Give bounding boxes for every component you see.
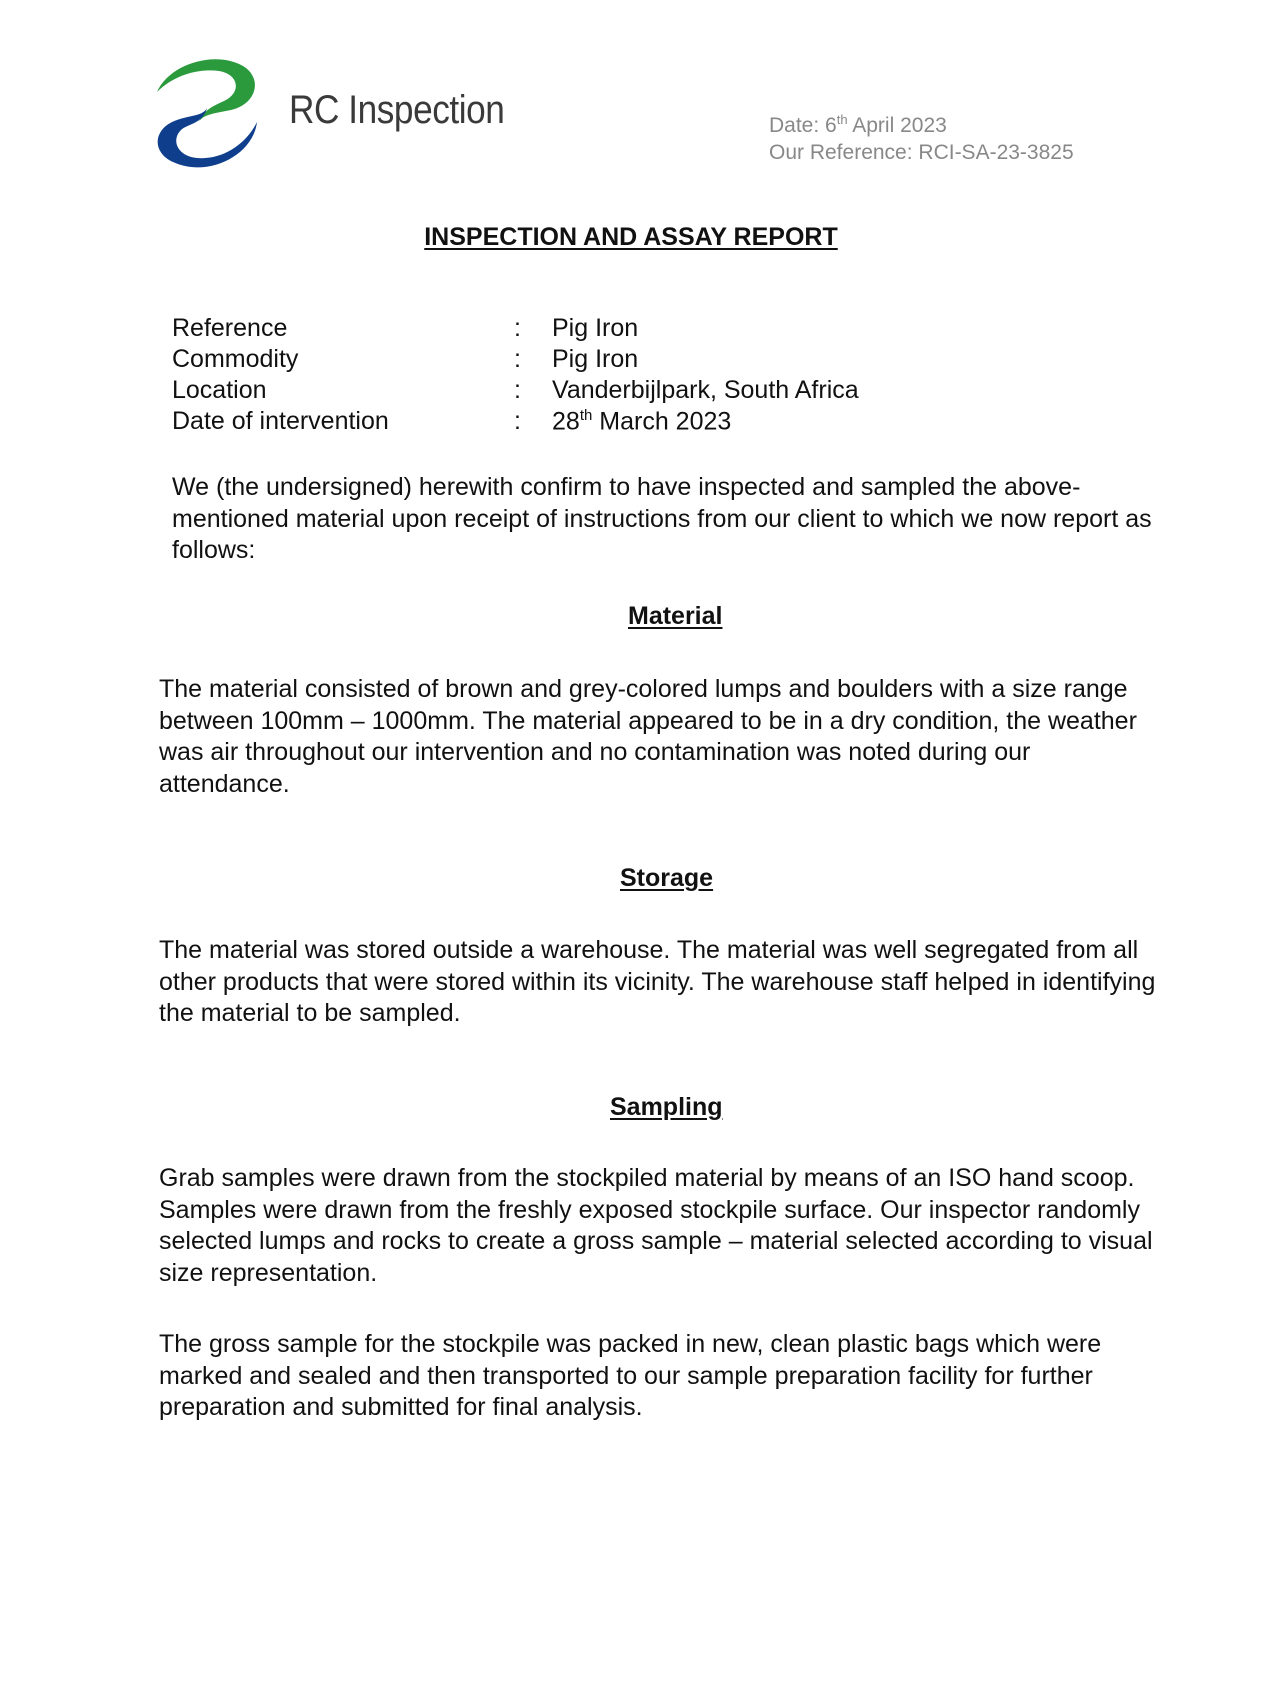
field-label: Commodity: [172, 345, 299, 373]
field-colon: :: [514, 314, 521, 342]
material-heading: Material: [628, 602, 723, 630]
field-colon: :: [514, 407, 521, 435]
rc-inspection-logo-icon: [155, 56, 259, 170]
document-meta: [769, 106, 1074, 166]
field-value: Pig Iron: [552, 345, 639, 373]
field-value: 28th March 2023: [552, 407, 732, 436]
field-label: Reference: [172, 314, 288, 342]
document-reference: Our Reference: RCI-SA-23-3825: [769, 141, 1074, 164]
sampling-paragraph-1: Grab samples were drawn from the stockpiled material by means of an ISO hand scoop. Samples were drawn from the freshly exposed stockpile surface. Our inspector randomly selected lumps and rocks to create a gross sample – material selected according to visual size representation.: [159, 1164, 1153, 1287]
material-paragraph: The material consisted of brown and grey-colored lumps and boulders with a size range between 100mm – 1000mm. The material appeared to be in a dry condition, the weather was air throughout our intervention and no contamination was noted during our attendance.: [159, 675, 1137, 798]
field-colon: :: [514, 345, 521, 373]
storage-paragraph: The material was stored outside a warehouse. The material was well segregated from all other products that were stored within its vicinity. The warehouse staff helped in identifying the material to be sampled.: [159, 936, 1156, 1027]
field-value: Pig Iron: [552, 314, 639, 342]
sampling-paragraph-2: The gross sample for the stockpile was packed in new, clean plastic bags which were marked and sealed and then transported to our sample preparation facility for further preparation and submitted for final analysis.: [159, 1330, 1102, 1421]
logo-green-swoosh: [157, 59, 255, 122]
document-date: Date: 6th April 2023: [769, 112, 947, 137]
sampling-heading: Sampling: [610, 1093, 723, 1121]
field-value: Vanderbijlpark, South Africa: [552, 376, 859, 404]
document-title: INSPECTION AND ASSAY REPORT: [424, 223, 838, 251]
intro-paragraph: We (the undersigned) herewith confirm to have inspected and sampled the above-mentioned material upon receipt of instructions from our client to which we now report as follows:: [172, 473, 1152, 564]
field-colon: :: [514, 376, 521, 404]
brand-name: RC Inspection: [289, 88, 505, 132]
storage-heading: Storage: [620, 864, 714, 892]
field-label: Location: [172, 376, 267, 404]
field-label: Date of intervention: [172, 407, 389, 435]
logo-blue-swoosh: [158, 108, 257, 167]
